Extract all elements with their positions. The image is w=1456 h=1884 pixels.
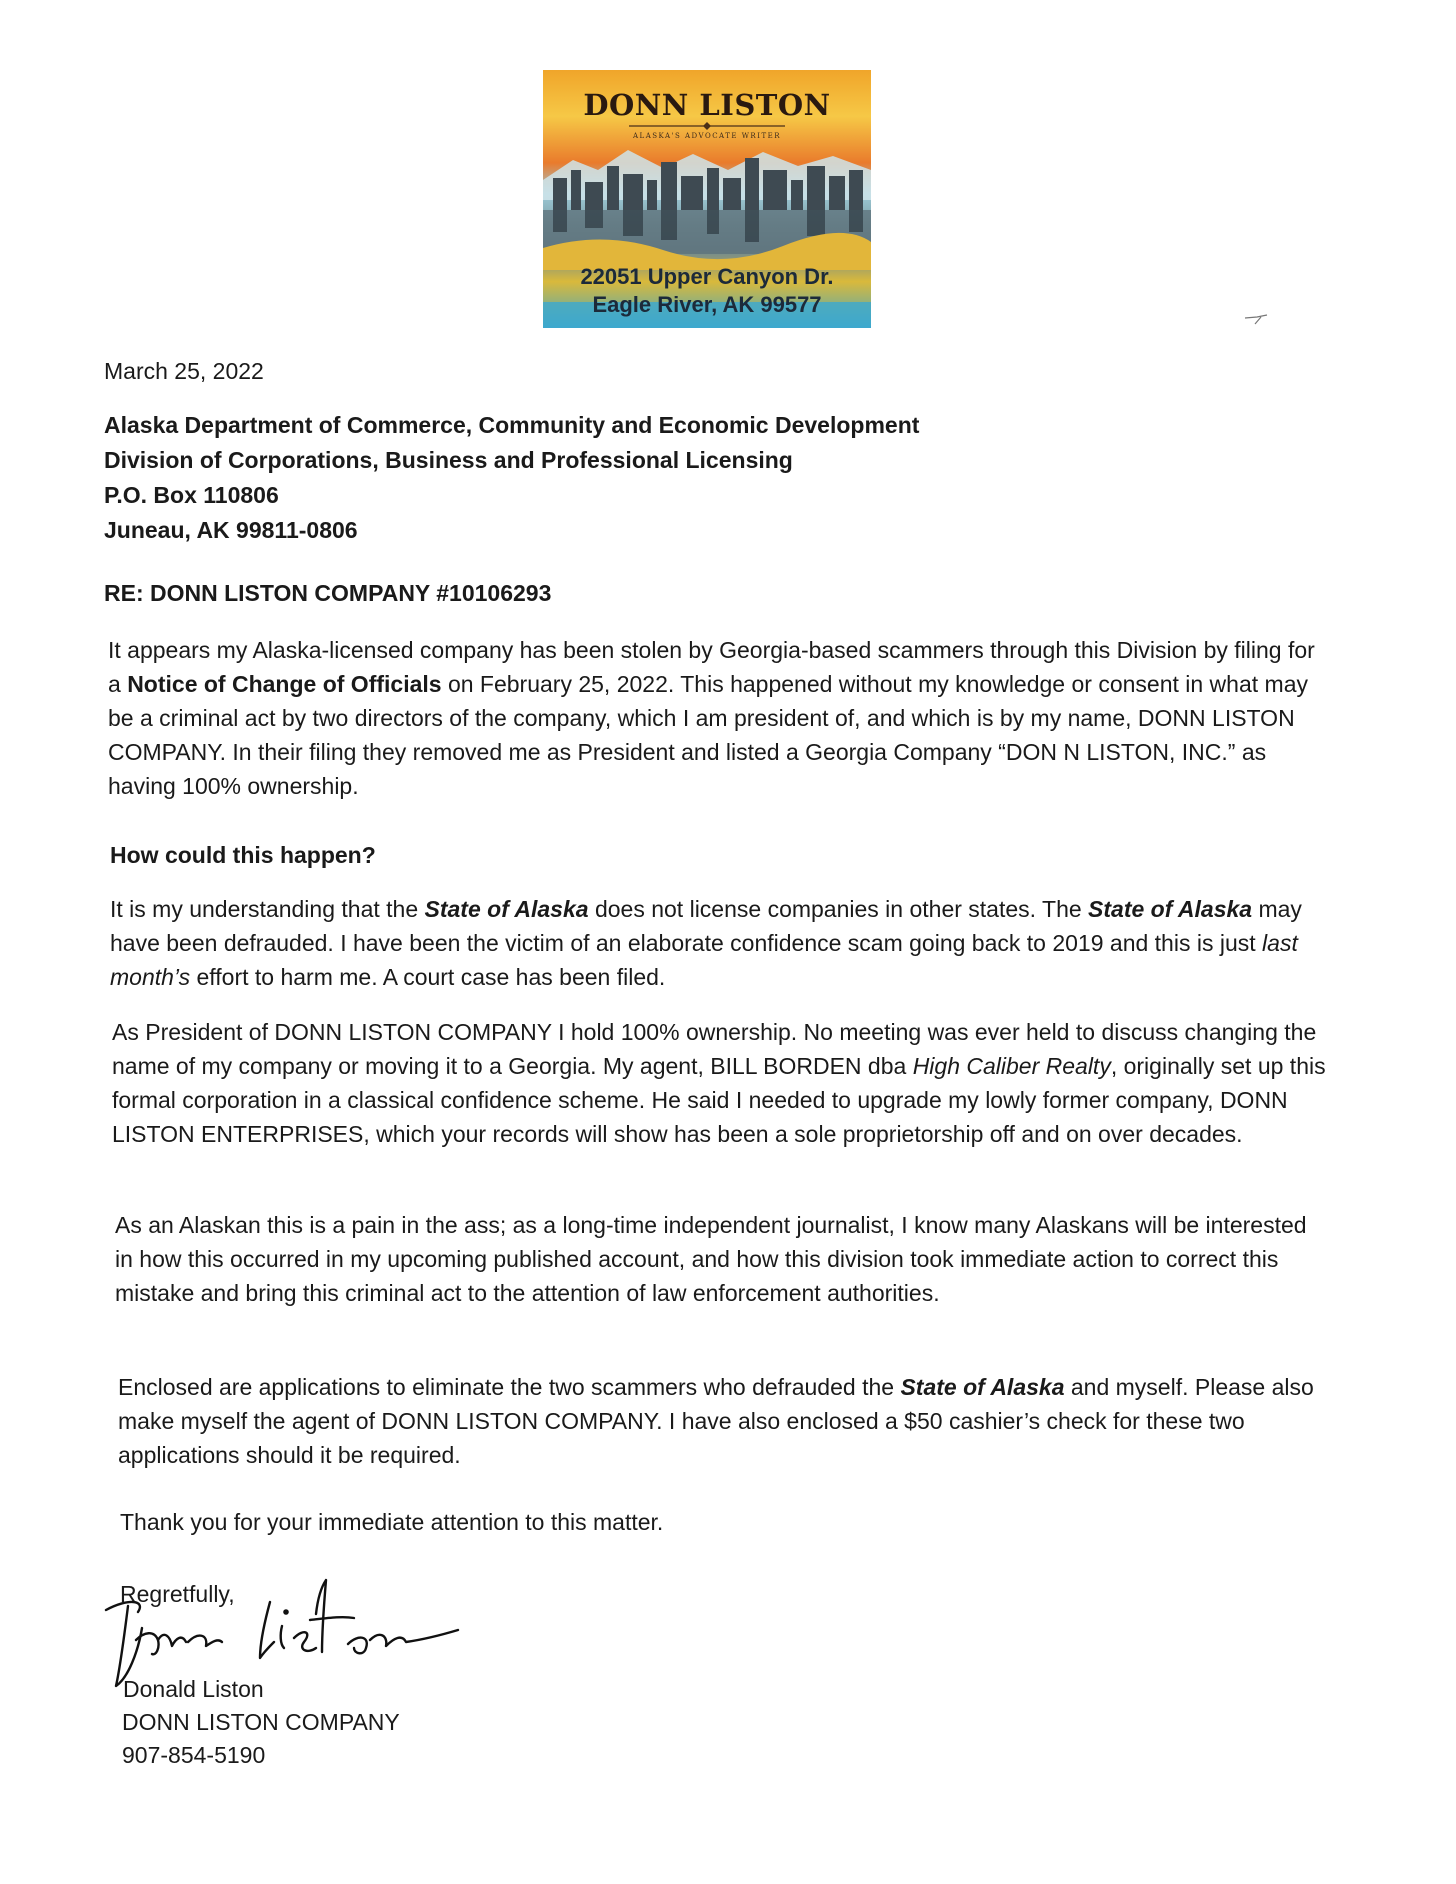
letter-date: March 25, 2022 <box>104 358 264 384</box>
text-run: effort to harm me. A court case has been filed. <box>190 964 666 990</box>
body-paragraph-5 <box>118 1370 1323 1472</box>
letterhead-logo <box>543 70 871 328</box>
emphasis-text-run: State of Alaska <box>1088 896 1253 922</box>
letterhead-tagline: ALASKA'S ADVOCATE WRITER <box>632 132 782 140</box>
addressee-line: Alaska Department of Commerce, Community and Economic Development <box>104 412 920 438</box>
letterhead-address-line1: 22051 Upper Canyon Dr. <box>580 264 834 289</box>
body-paragraph-1 <box>108 633 1323 803</box>
addressee-line: Juneau, AK 99811-0806 <box>104 517 358 543</box>
body-paragraph-4: As an Alaskan this is a pain in the ass; as a long-time independent journalist, I know many Alaskans will be interested in how this occurred in my upcoming published account, and how this division took immediate action to correct this mistake and bring this criminal act to the attention of law enforcement authorities. <box>115 1212 1307 1306</box>
emphasis-text-run: State of Alaska <box>900 1374 1065 1400</box>
sender-phone: 907-854-5190 <box>122 1742 266 1768</box>
text-run: may have been defrauded. I have been the victim of an elaborate confidence scam going back to 2019 and this is just <box>110 896 1302 956</box>
addressee-line: P.O. Box 110806 <box>104 482 279 508</box>
text-run: on February 25, 2022. This happened without my knowledge or consent in what may be a criminal act by two directors of the company, which I am president of, and which is by my name, DONN LISTON COMPANY. In their filing they removed me as President and listed a Georgia Company “DON N LISTON, INC.” as having 100% ownership. <box>108 671 1308 799</box>
letterhead-address-line2: Eagle River, AK 99577 <box>592 292 822 317</box>
text-run: , originally set up this formal corporation in a classical confidence scheme. He said I needed to upgrade my lowly former company, DONN LISTON ENTERPRISES, which your records will show has been a sole proprietorship off and on over decades. <box>112 1053 1326 1147</box>
section-heading: How could this happen? <box>110 842 376 868</box>
body-paragraph-6: Thank you for your immediate attention to this matter. <box>120 1509 664 1535</box>
letterhead-name: DONN LISTON <box>583 88 831 122</box>
italic-text-run: High Caliber Realty <box>912 1053 1111 1079</box>
text-run: As President of DONN LISTON COMPANY I hold 100% ownership. No meeting was ever held to discuss changing the name of my company or moving it to a Georgia. My agent, BILL BORDEN dba <box>112 1019 1317 1079</box>
text-run: It is my understanding that the <box>110 896 425 922</box>
italic-text-run: last month’s <box>110 930 1298 990</box>
emphasis-text-run: State of Alaska <box>424 896 589 922</box>
text-run: It appears my Alaska-licensed company has been stolen by Georgia-based scammers through this Division by filing for a <box>108 637 1315 697</box>
subject-line: RE: DONN LISTON COMPANY #10106293 <box>104 580 552 606</box>
addressee-line: Division of Corporations, Business and Professional Licensing <box>104 447 793 473</box>
bold-text-run: Notice of Change of Officials <box>127 671 442 697</box>
body-paragraph-2 <box>110 892 1325 994</box>
closing: Regretfully, <box>120 1581 235 1607</box>
body-paragraph-3 <box>112 1015 1327 1151</box>
text-run: does not license companies in other states. The <box>588 896 1089 922</box>
stray-pen-mark <box>1243 312 1271 326</box>
text-run: Enclosed are applications to eliminate the two scammers who defrauded the <box>118 1374 901 1400</box>
sender-name: Donald Liston <box>123 1676 264 1702</box>
addressee-block <box>104 408 919 548</box>
sender-company: DONN LISTON COMPANY <box>122 1709 400 1735</box>
text-run: and myself. Please also make myself the agent of DONN LISTON COMPANY. I have also enclosed a $50 cashier’s check for these two applications should it be required. <box>118 1374 1314 1468</box>
